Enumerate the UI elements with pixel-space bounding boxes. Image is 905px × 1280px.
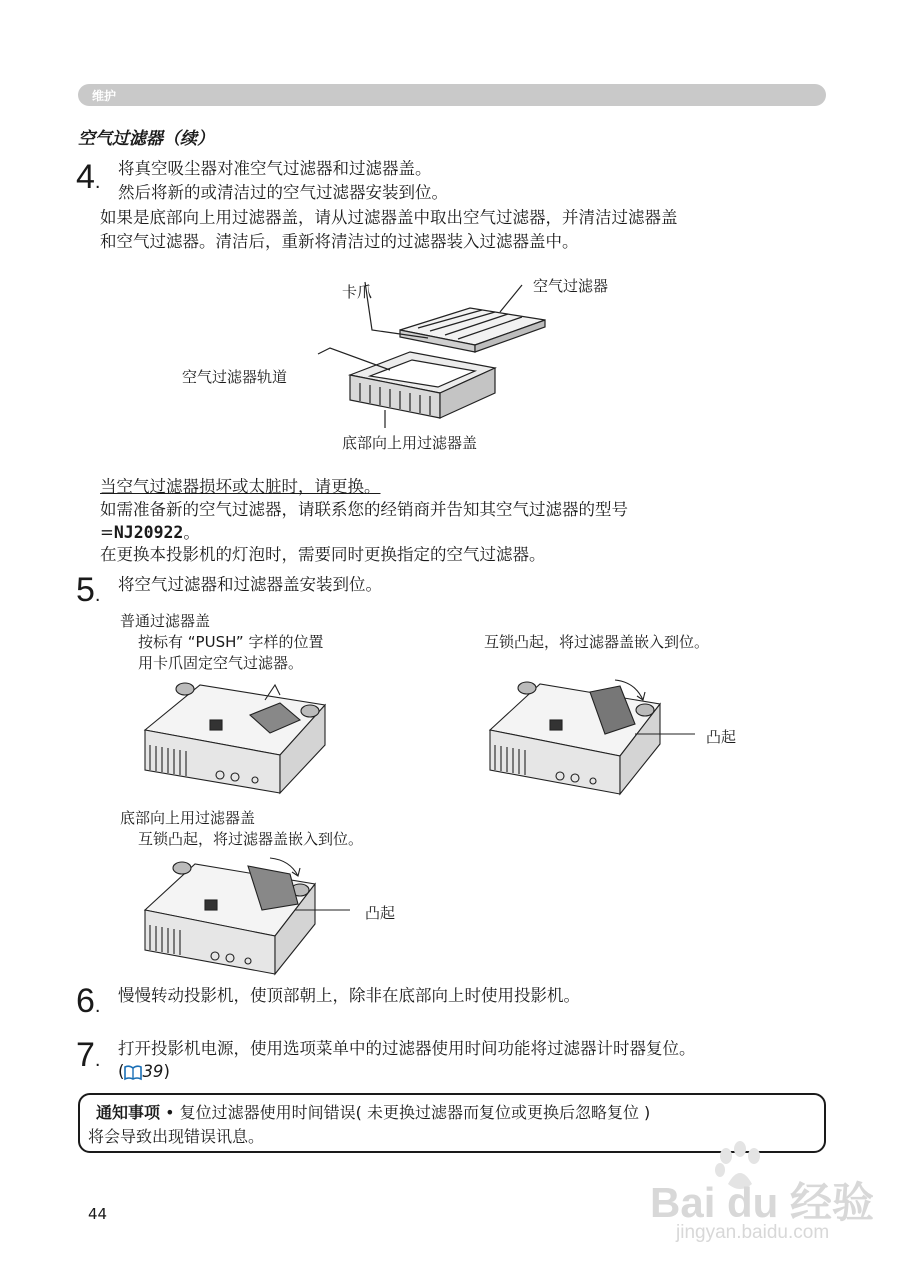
projector-interlock-illustration (485, 672, 700, 797)
step-4-number: 4. (76, 158, 101, 196)
page-number: 44 (88, 1205, 108, 1223)
replace-heading: 当空气过滤器损坏或太脏时，请更换。 (100, 477, 381, 496)
label-claw: 卡爪 (342, 283, 373, 301)
bump-label-2: 凸起 (365, 904, 396, 922)
watermark-url: jingyan.baidu.com (676, 1222, 830, 1243)
normal-cover-line-1: 按标有 “PUSH” 字样的位置 (138, 633, 324, 651)
step-6-number: 6. (76, 982, 101, 1020)
bottom-cover-line-1: 互锁凸起，将过滤器盖嵌入到位。 (138, 830, 364, 848)
step-4-line-3: 如果是底部向上用过滤器盖，请从过滤器盖中取出空气过滤器，并清洁过滤器盖 (100, 208, 678, 227)
step-4-line-4: 和空气过滤器。清洁后，重新将清洁过的过滤器装入过滤器盖中。 (100, 232, 579, 251)
filter-cover-diagram (300, 290, 560, 430)
notice-label: 通知事项 (96, 1103, 161, 1122)
header-label: 维护 (92, 89, 117, 103)
section-title: 空气过滤器（续） (78, 129, 214, 149)
replace-model-line: =NJ20922。 (100, 523, 200, 542)
step-5-text: 将空气过滤器和过滤器盖安装到位。 (118, 575, 382, 594)
step-7-text: 打开投影机电源，使用选项菜单中的过滤器使用时间功能将过滤器计时器复位。 (118, 1039, 696, 1058)
step-4-line-2: 然后将新的或清洁过的空气过滤器安装到位。 (118, 183, 448, 202)
replace-line-1: 如需准备新的空气过滤器，请联系您的经销商并告知其空气过滤器的型号 (100, 500, 628, 519)
projector-bottom-cover-illustration (140, 852, 355, 977)
notice-line-1: 通知事项 • 复位过滤器使用时间错误( 未更换过滤器而复位或更换后忽略复位 ) (96, 1103, 651, 1122)
label-filter-rail: 空气过滤器轨道 (182, 368, 288, 386)
interlock-text: 互锁凸起，将过滤器盖嵌入到位。 (484, 633, 710, 651)
label-bottom-cover: 底部向上用过滤器盖 (342, 434, 478, 452)
bottom-cover-title: 底部向上用过滤器盖 (120, 809, 256, 827)
watermark-brand: Bai du 经验 (650, 1179, 875, 1226)
normal-cover-title: 普通过滤器盖 (120, 612, 211, 630)
bump-label-1: 凸起 (706, 728, 737, 746)
book-icon (124, 1065, 142, 1080)
reference-page: 39 (142, 1062, 164, 1081)
model-number: NJ20922 (113, 523, 184, 542)
step-6-text: 慢慢转动投影机，使顶部朝上，除非在底部向上时使用投影机。 (118, 986, 580, 1005)
normal-cover-line-2: 用卡爪固定空气过滤器。 (138, 654, 304, 672)
step-4-line-1: 将真空吸尘器对准空气过滤器和过滤器盖。 (118, 159, 432, 178)
header-bar (78, 84, 826, 106)
step-7-reference[interactable]: ( 39) (118, 1062, 170, 1081)
step-5-number: 5. (76, 571, 101, 609)
replace-line-3: 在更换本投影机的灯泡时，需要同时更换指定的空气过滤器。 (100, 545, 546, 564)
step-7-number: 7. (76, 1036, 101, 1074)
notice-line-2: 将会导致出现错误讯息。 (88, 1127, 265, 1146)
label-air-filter: 空气过滤器 (533, 277, 609, 295)
projector-push-illustration (140, 675, 330, 795)
